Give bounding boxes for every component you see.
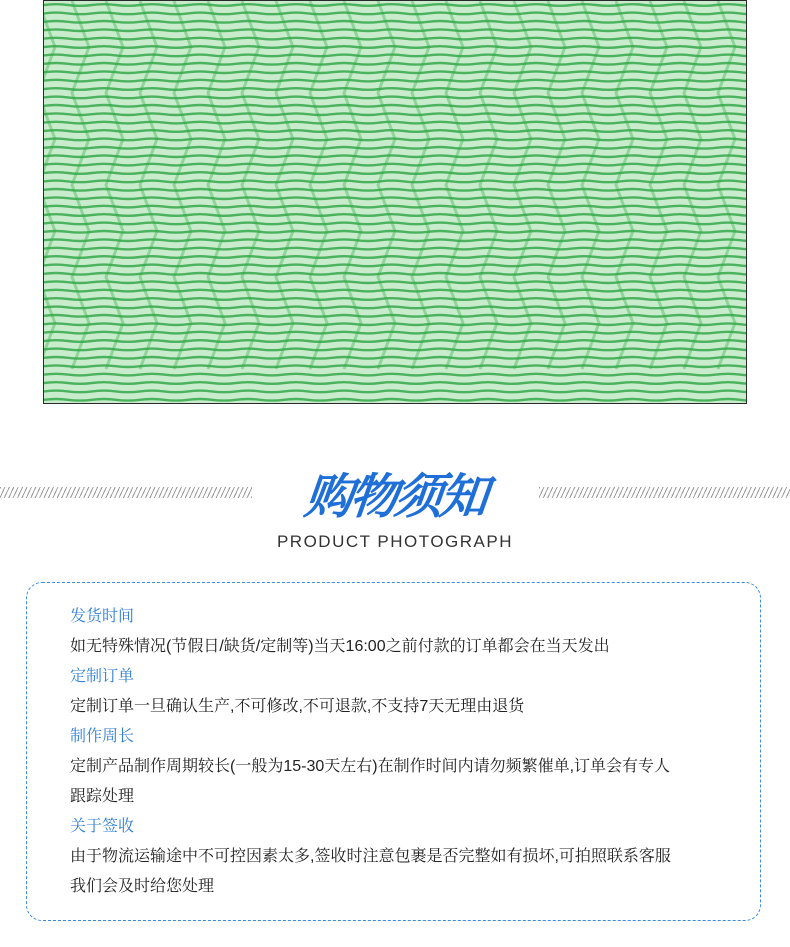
decorative-hatch-left [0,487,252,498]
notice-section-title: 关于签收 [70,818,135,835]
notice-section-title: 发货时间 [70,608,135,625]
notice-section-title: 定制订单 [70,668,135,685]
decorative-hatch-right [539,487,790,498]
notice-section-custom-order [70,662,730,722]
notice-section-title: 制作周长 [70,728,135,745]
notice-section-shipping [70,602,730,662]
notice-section-text: 如无特殊情况(节假日/缺货/定制等)当天16:00之前付款的订单都会在当天发出 [70,638,610,655]
section-subtitle: PRODUCT PHOTOGRAPH [276,532,514,551]
shopping-notice-box [26,582,761,921]
product-photo [43,0,747,404]
notice-body [70,602,730,902]
notice-section-text: 定制订单一旦确认生产,不可修改,不可退款,不支持7天无理由退货 [70,698,525,715]
section-title: 购物须知 [302,469,488,525]
notice-section-production-period [70,722,730,812]
notice-section-text: 定制产品制作周期较长(一般为15-30天左右)在制作时间内请勿频繁催单,订单会有专人 [70,758,671,775]
notice-section-delivery-signing [70,812,730,902]
notice-section-text: 我们会及时给您处理 [70,878,215,895]
notice-section-text: 由于物流运输途中不可控因素太多,签收时注意包裹是否完整如有损坏,可拍照联系客服 [70,848,671,865]
shade-net-texture [44,1,746,403]
notice-section-text: 跟踪处理 [70,788,135,805]
